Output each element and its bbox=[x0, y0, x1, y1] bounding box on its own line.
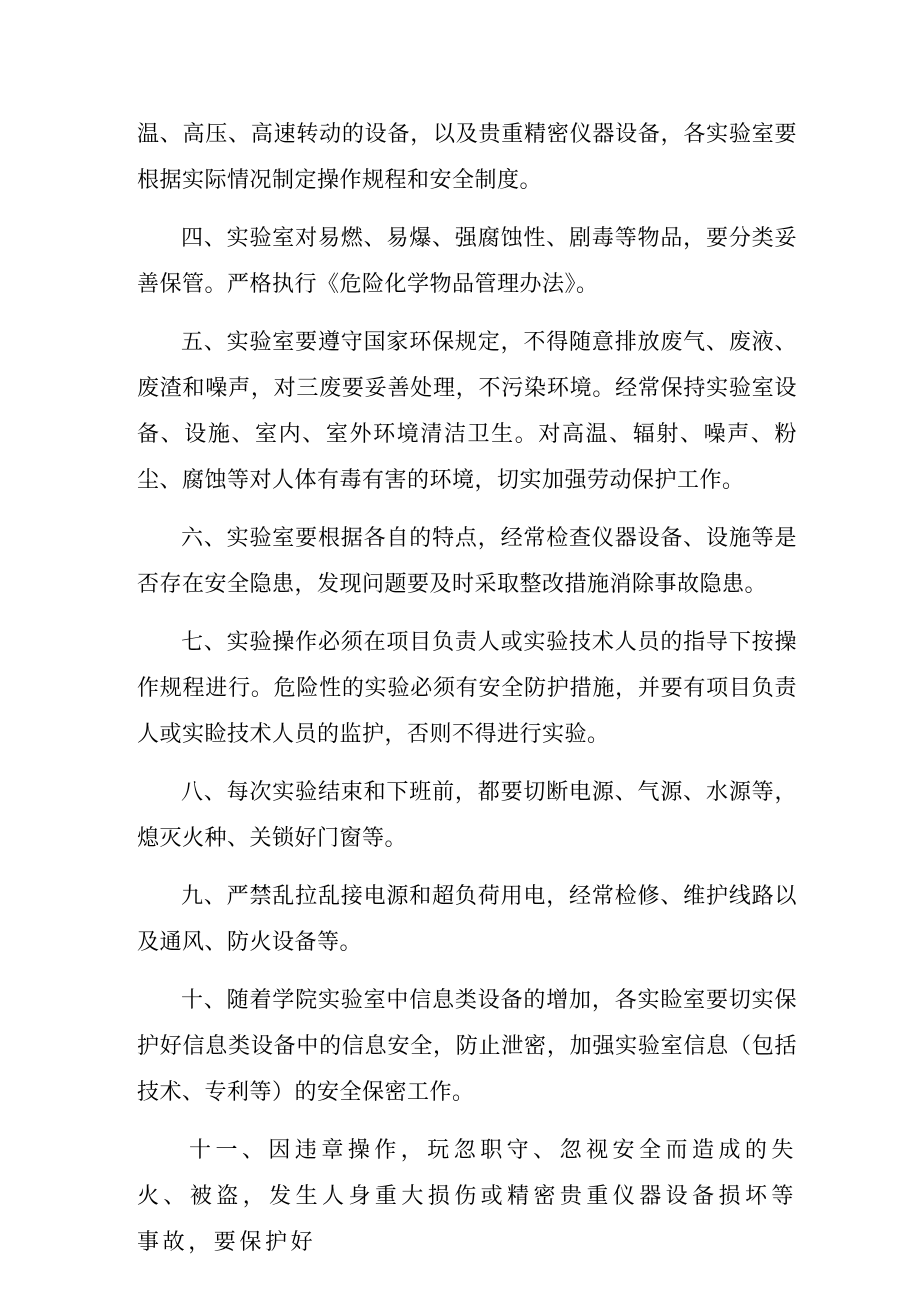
paragraph-rule-4: 四、实验室对易燃、易爆、强腐蚀性、剧毒等物品，要分类妥善保管。严格执行《危险化学物品管理办法》。 bbox=[137, 226, 797, 297]
paragraph-rule-8: 八、每次实验结束和下班前，都要切断电源、气源、水源等，熄灭火种、关锁好门窗等。 bbox=[137, 780, 797, 851]
paragraph-rule-9: 九、严禁乱拉乱接电源和超负荷用电，经常检修、维护线路以及通风、防火设备等。 bbox=[137, 884, 797, 955]
document-body bbox=[137, 112, 797, 1278]
paragraph-rule-5: 五、实验室要遵守国家环保规定，不得随意排放废气、废液、废渣和噪声，对三废要妥善处理，不污染环境。经常保持实验室设备、设施、室内、室外环境清洁卫生。对高温、辐射、噪声、粉尘、腐蚀等对人体有毒有害的环境，切实加强劳动保护工作。 bbox=[137, 330, 797, 493]
paragraph-rule-10: 十、随着学院实验室中信息类设备的增加，各实睑室要切实保护好信息类设备中的信息安全，防止泄密，加强实验室信息（包括技术、专利等）的安全保密工作。 bbox=[137, 988, 797, 1105]
paragraph-rule-11: 十一、因违章操作，玩忽职守、忽视安全而造成的失火、被盗，发生人身重大损伤或精密贵重仪器设备损坏等事故，要保护好 bbox=[137, 1138, 797, 1255]
paragraph-rule-6: 六、实验室要根据各自的特点，经常检查仪器设备、设施等是否存在安全隐患，发现问题要及时采取整改措施消除事故隐患。 bbox=[137, 526, 797, 597]
paragraph-rule-7: 七、实验操作必须在项目负责人或实验技术人员的指导下按操作规程进行。危险性的实验必须有安全防护措施，并要有项目负责人或实睑技术人员的监护，否则不得进行实验。 bbox=[137, 630, 797, 747]
paragraph-equipment-rules: 温、高压、高速转动的设备，以及贵重精密仪器设备，各实验室要根据实际情况制定操作规程和安全制度。 bbox=[137, 122, 797, 193]
